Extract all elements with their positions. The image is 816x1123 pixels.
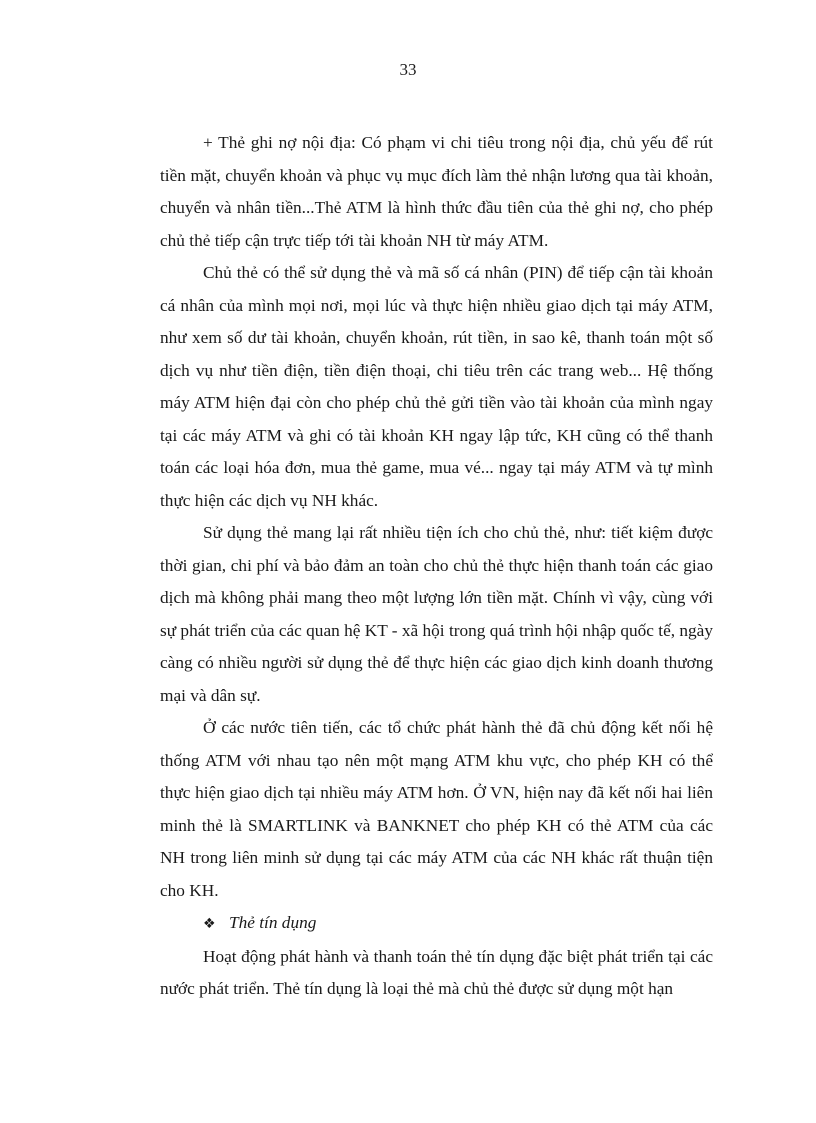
section-heading-credit-card <box>160 907 713 941</box>
paragraph-domestic-debit-card: + Thẻ ghi nợ nội địa: Có phạm vi chi tiêu trong nội địa, chủ yếu để rút tiền mặt, chuyển khoản và phục vụ mục đích làm thẻ nhận lương qua tài khoản, chuyển và nhân tiền...Thẻ ATM là hình thức đầu tiên của thẻ ghi nợ, cho phép chủ thẻ tiếp cận trực tiếp tới tài khoản NH từ máy ATM. <box>160 133 713 250</box>
paragraph-credit-card: Hoạt động phát hành và thanh toán thẻ tín dụng đặc biệt phát triển tại các nước phát triển. Thẻ tín dụng là loại thẻ mà chủ thẻ được sử dụng một hạn <box>160 946 713 998</box>
paragraph-atm-network: Ở các nước tiên tiến, các tổ chức phát hành thẻ đã chủ động kết nối hệ thống ATM với nhau tạo nên một mạng ATM khu vực, cho phép KH có thể thực hiện giao dịch tại nhiều máy ATM hơn. Ở VN, hiện nay đã kết nối hai liên minh thẻ là SMARTLINK và BANKNET cho phép KH có thẻ ATM của các NH trong liên minh sử dụng tại các máy ATM của các NH khác rất thuận tiện cho KH. <box>160 718 713 900</box>
section-heading-text: Thẻ tín dụng <box>229 913 317 932</box>
page-number: 33 <box>399 60 417 79</box>
paragraph-card-benefits: Sử dụng thẻ mang lại rất nhiều tiện ích cho chủ thẻ, như: tiết kiệm được thời gian, chi phí và bảo đảm an toàn cho chủ thẻ thực hiện thanh toán các giao dịch mà không phải mang theo một lượng lớn tiền mặt. Chính vì vậy, cùng với sự phát triển của các quan hệ KT - xã hội trong quá trình hội nhập quốc tế, ngày càng có nhiều người sử dụng thẻ để thực hiện các giao dịch kinh doanh thương mại và dân sự. <box>160 523 713 705</box>
diamond-bullet-icon: ❖ <box>203 916 216 932</box>
paragraph-cardholder-pin: Chủ thẻ có thể sử dụng thẻ và mã số cá nhân (PIN) để tiếp cận tài khoản cá nhân của mình mọi nơi, mọi lúc và thực hiện nhiều giao dịch tại máy ATM, như xem số dư tài khoản, chuyển khoản, rút tiền, in sao kê, thanh toán một số dịch vụ như tiền điện, tiền điện thoại, chi tiêu trên các trang web... Hệ thống máy ATM hiện đại còn cho phép chủ thẻ gửi tiền vào tài khoản của mình ngay tại các máy ATM và ghi có tài khoản KH ngay lập tức, KH cũng có thể thanh toán các loại hóa đơn, mua thẻ game, mua vé... ngay tại máy ATM và tự mình thực hiện các dịch vụ NH khác. <box>160 263 713 510</box>
document-body <box>160 127 713 1006</box>
